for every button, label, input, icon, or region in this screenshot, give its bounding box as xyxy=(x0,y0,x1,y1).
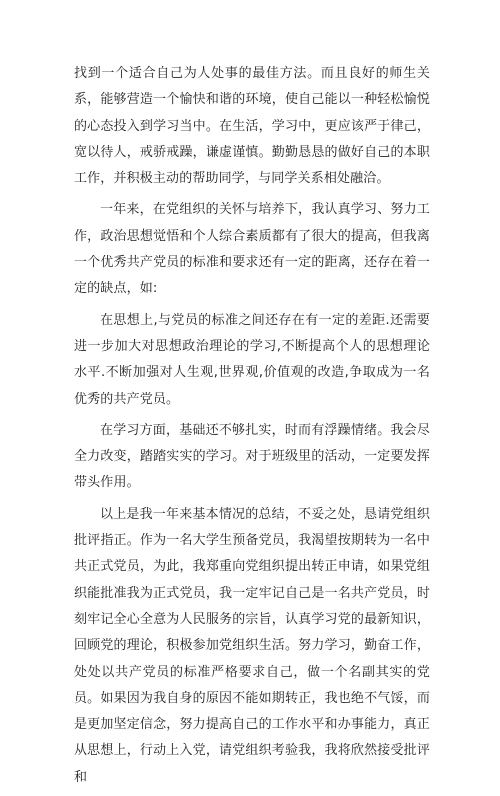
paragraph-5: 以上是我一年来基本情况的总结，不妥之处，恳请党组织批评指正。作为一名大学生预备党员，我渴望按期转为一名中共正式党员，为此，我郑重向党组织提出转正申请，如果党组织能批准我为正式党员，我一定牢记自己是一名共产党员，时刻牢记全心全意为人民服务的宗旨，认真学习党的最新知识，回顾党的理论，积极参加党组织生活。努力学习，勤奋工作，处处以共产党员的标准严格要求自己，做一个名副其实的党员。如果因为我自身的原因不能如期转正，我也绝不气馁，而是更加坚定信念，努力提高自己的工作水平和办事能力，真正从思想上，行动上入党，请党组织考验我，我将欣然接受批评和 xyxy=(74,506,430,785)
paragraph-2: 一年来，在党组织的关怀与培养下，我认真学习、努力工作，政治思想觉悟和个人综合素质都有了很大的提高，但我离一个优秀共产党员的标准和要求还有一定的距离，还存在着一定的缺点，如: xyxy=(74,202,430,297)
document-page xyxy=(74,61,430,796)
paragraph-3: 在思想上,与党员的标准之间还存在有一定的差距.还需要进一步加大对思想政治理论的学习,不断提高个人的思想理论水平.不断加强对人生观,世界观,价值观的改造,争取成为一名优秀的共产党员。 xyxy=(74,312,430,407)
paragraph-1: 找到一个适合自己为人处事的最佳方法。而且良好的师生关系，能够营造一个愉快和谐的环境，使自己能以一种轻松愉悦的心态投入到学习当中。在生活，学习中，更应该严于律己，宽以待人，戒骄戒躁，谦虚谨慎。勤勤恳恳的做好自己的本职工作，并积极主动的帮助同学，与同学关系相处融洽。 xyxy=(74,66,430,187)
paragraph-4: 在学习方面，基础还不够扎实，时而有浮躁情绪。我会尽全力改变，踏踏实实的学习。对于班级里的活动，一定要发挥带头作用。 xyxy=(74,422,430,491)
